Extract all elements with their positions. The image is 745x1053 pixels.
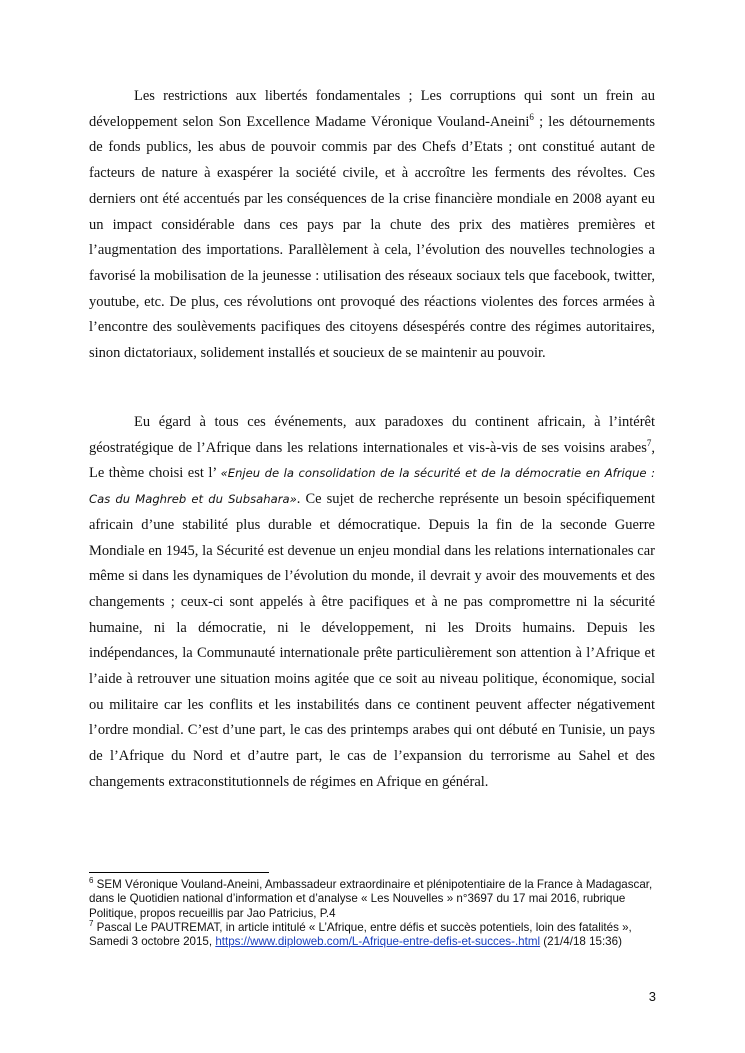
paragraph-2-text-c: . Ce sujet de recherche représente un besoin spécifiquement africain d’une stabilité plus durable et démocratique. Depuis la fin de la seconde Guerre Mondiale en 1945, la Sécurité est devenue un enjeu mondial dans les relations internationales car même si dans les dynamiques de l’évolution du monde, il devrait y avoir des mouvements et des changements ; ceux-ci sont appelés à être pacifiques et à ne pas compromettre ni la sécurité humaine, ni la démocratie, ni le développement, ni les Droits humains. Depuis les indépendances, la Communauté internationale prête particulièrement son attention à l’Afrique et l’aide à retrouver une situation moins agitée que ce soit au niveau politique, économique, social ou militaire car les conflits et les instabilités dans ce continent peuvent affecter négativement l’ordre mondial. C’est d’une part, le cas des printemps arabes qui ont débuté en Tunisie, un pays de l’Afrique du Nord et d’autre part, le cas de l’expansion du terrorisme au Sahel et des changements extraconstitutionnels de régimes en Afrique en général. (89, 491, 655, 790)
body-paragraph-1 (89, 84, 655, 367)
research-topic-title: «Enjeu de la consolidation de la sécurité et de la démocratie en Afrique : Cas du Maghreb et du Subsahara» (89, 466, 656, 507)
body-paragraph-2 (89, 410, 655, 796)
paragraph-1-text-b: ; les détournements de fonds publics, les abus de pouvoir commis par des Chefs d’Etats ; ont constitué autant de facteurs de nature à exaspérer la société civile, et à accroître les ferments des révoltes. Ces derniers ont été accentués par les conséquences de la crise financière mondiale en 2008 ayant eu un impact considérable dans ces pays par la chute des prix des matières premières et l’augmentation des importations. Parallèlement à cela, l’évolution des nouvelles technologies a favorisé la mobilisation de la jeunesse : utilisation des réseaux sociaux tels que facebook, twitter, youtube, etc. De plus, ces révolutions ont provoqué des réactions violentes des forces armées à l’encontre des soulèvements pacifiques des citoyens désespérés contre des régimes autoritaires, sinon dictatoriaux, solidement installés et soucieux de se maintenir au pouvoir. (89, 113, 655, 362)
footnote-ref-6[interactable]: 6 (529, 111, 534, 122)
footnote-link[interactable]: https://www.diploweb.com/L-Afrique-entre-defis-et-succes-.html (215, 935, 541, 949)
paragraph-1-text-a: Les restrictions aux libertés fondamentales ; Les corruptions qui sont un frein au développement selon Son Excellence Madame Véronique Vouland-Aneini (89, 88, 655, 130)
footnote-text: SEM Véronique Vouland-Aneini, Ambassadeur extraordinaire et plénipotentiaire de la France à Madagascar, dans le Quotidien national d’information et d’analyse « Les Nouvelles » n°3697 du 17 mai 2016, rubrique Politique, propos recueillis par Jao Patricius, P.4 (89, 878, 653, 920)
paragraph-2-text-b: , Le thème choisi est l’ (89, 439, 655, 482)
footnote-7 (89, 918, 655, 950)
footnote-ref-7[interactable]: 7 (646, 437, 652, 448)
footnotes (89, 878, 655, 949)
footnote-text: Pascal Le PAUTREMAT, in article intitulé « L’Afrique, entre défis et succès potentiels, loin des fatalités », Samedi 3 octobre 2015, (89, 920, 632, 949)
footnote-number: 7 (89, 918, 94, 928)
paragraph-2-text-a: Eu égard à tous ces événements, aux paradoxes du continent africain, à l’intérêt géostratégique de l’Afrique dans les relations internationales et vis-à-vis de ses voisins arabes (89, 414, 655, 456)
page-number: 3 (648, 989, 656, 1004)
footnote-separator (89, 872, 269, 873)
footnote-number: 6 (89, 876, 94, 885)
footnote-6 (89, 878, 655, 921)
footnote-access-date: (21/4/18 15:36) (540, 935, 622, 949)
